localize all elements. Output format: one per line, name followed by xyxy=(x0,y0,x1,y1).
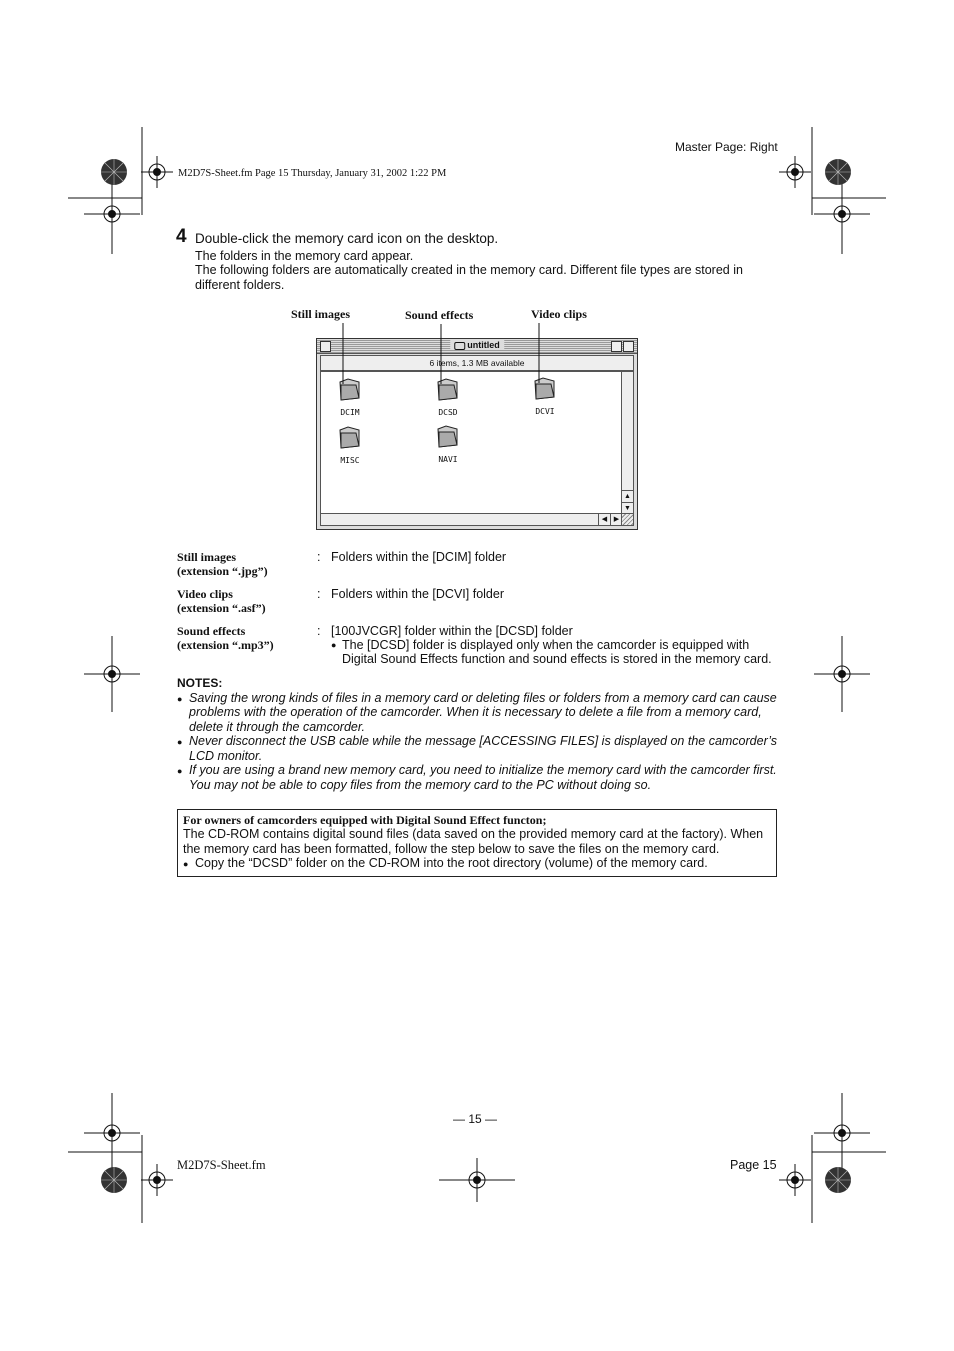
def-ext-still: (extension “.jpg”) xyxy=(177,564,268,578)
bullet-icon: ● xyxy=(331,640,337,650)
callout-still-images: Still images xyxy=(291,307,350,321)
def-bullet-sound-2: Digital Sound Effects function and sound effects is stored in the memory card. xyxy=(342,652,772,666)
def-colon-1: : xyxy=(317,550,321,564)
step-number: 4 xyxy=(176,226,187,247)
footer-page: Page 15 xyxy=(730,1158,777,1172)
callout-sound-effects: Sound effects xyxy=(405,308,474,322)
collapse-box-icon[interactable] xyxy=(623,341,634,352)
def-desc-video: Folders within the [DCVI] folder xyxy=(331,587,504,601)
vertical-scrollbar[interactable] xyxy=(621,371,634,515)
close-box-icon[interactable] xyxy=(320,341,331,352)
window-info-bar: 6 items, 1.3 MB available xyxy=(320,355,634,371)
def-desc-still: Folders within the [DCIM] folder xyxy=(331,550,507,564)
zoom-box-icon[interactable] xyxy=(611,341,622,352)
def-term-still: Still images xyxy=(177,550,236,564)
folder-dcsd[interactable]: DCSD xyxy=(428,376,468,417)
def-bullet-sound-1: The [DCSD] folder is displayed only when the camcorder is equipped with xyxy=(342,638,750,652)
folder-dcim[interactable]: DCIM xyxy=(330,376,370,417)
folder-icon xyxy=(435,423,461,449)
folder-navi[interactable]: NAVI xyxy=(428,423,468,464)
info-box-title: For owners of camcorders equipped with Digital Sound Effect functon; xyxy=(183,813,547,827)
folder-icon xyxy=(337,424,363,450)
folder-icon xyxy=(532,375,558,401)
note-2-line-1: Never disconnect the USB cable while the message [ACCESSING FILES] is displayed on the camcorder’s xyxy=(189,734,778,748)
note-2-line-2: LCD monitor. xyxy=(189,749,263,763)
scroll-right-arrow-icon[interactable]: ▶ xyxy=(610,514,622,525)
folder-icon xyxy=(337,376,363,402)
step-line-1: The folders in the memory card appear. xyxy=(195,249,414,263)
bullet-icon: ● xyxy=(177,694,183,704)
disk-icon xyxy=(454,342,465,350)
step-line-3: different folders. xyxy=(195,278,285,292)
bullet-icon: ● xyxy=(183,859,189,869)
info-box-line-3: Copy the “DCSD” folder on the CD-ROM into the root directory (volume) of the memory card. xyxy=(195,856,708,870)
def-colon-3: : xyxy=(317,624,321,638)
callout-video-clips: Video clips xyxy=(531,307,587,321)
def-ext-sound: (extension “.mp3”) xyxy=(177,638,274,652)
scroll-left-arrow-icon[interactable]: ◀ xyxy=(598,514,610,525)
def-ext-video: (extension “.asf”) xyxy=(177,601,266,615)
window-titlebar[interactable] xyxy=(317,339,637,354)
finder-window xyxy=(316,338,638,530)
folder-icon xyxy=(435,376,461,402)
master-page-label: Master Page: Right xyxy=(675,140,778,154)
def-colon-2: : xyxy=(317,587,321,601)
note-3-line-2: You may not be able to copy files from the memory card to the PC without doing so. xyxy=(189,778,652,792)
note-1-line-2: problems with the operation of the camcorder. When it is necessary to delete a file from a memory card, xyxy=(189,705,762,719)
page-number-center: — 15 — xyxy=(453,1112,498,1126)
scroll-up-arrow-icon[interactable]: ▲ xyxy=(622,490,633,502)
scroll-down-arrow-icon[interactable]: ▼ xyxy=(622,502,633,514)
step-line-2: The following folders are automatically created in the memory card. Different file types are stored in xyxy=(195,263,743,277)
horizontal-scrollbar[interactable] xyxy=(320,513,623,526)
folder-misc[interactable]: MISC xyxy=(330,424,370,465)
bullet-icon: ● xyxy=(177,737,183,747)
step-title: Double-click the memory card icon on the desktop. xyxy=(195,231,499,246)
footer-file-name: M2D7S-Sheet.fm xyxy=(177,1158,266,1172)
def-term-video: Video clips xyxy=(177,587,233,601)
def-desc-sound: [100JVCGR] folder within the [DCSD] folder xyxy=(331,624,573,638)
note-3-line-1: If you are using a brand new memory card, you need to initialize the memory card with the camcorder first. xyxy=(189,763,777,777)
info-box-line-1: The CD-ROM contains digital sound files (data saved on the provided memory card at the factory). When xyxy=(183,827,764,841)
notes-heading: NOTES: xyxy=(177,676,223,690)
bullet-icon: ● xyxy=(177,766,183,776)
resize-grip-icon[interactable] xyxy=(621,513,634,526)
note-1-line-1: Saving the wrong kinds of files in a memory card or deleting files or folders from a memory card can cause xyxy=(189,691,777,705)
def-term-sound: Sound effects xyxy=(177,624,246,638)
folder-dcvi[interactable]: DCVI xyxy=(525,375,565,416)
window-title: untitled xyxy=(450,340,504,350)
info-box-line-2: the memory card has been formatted, follow the step below to save the files on the memory card. xyxy=(183,842,720,856)
file-info-header: M2D7S-Sheet.fm Page 15 Thursday, January 31, 2002 1:22 PM xyxy=(178,168,447,179)
window-content xyxy=(320,371,623,515)
note-1-line-3: delete it through the camcorder. xyxy=(189,720,366,734)
